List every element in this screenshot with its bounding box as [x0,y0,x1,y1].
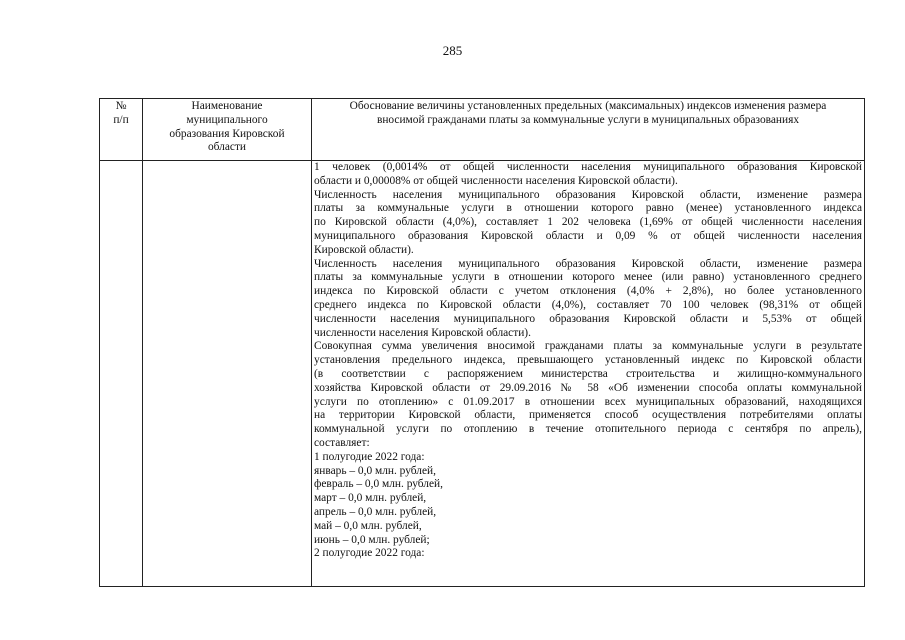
text-line: услуги по отоплению» с 01.09.2017 в отношении всех муниципальных образований, находящихся [314,395,862,408]
text-line: Численность населения муниципального образования Кировской области, изменение размера [314,188,862,201]
list-item: апрель – 0,0 млн. рублей, [314,505,437,518]
list-item: 1 полугодие 2022 года: [314,450,425,463]
text-line: хозяйства Кировской области от 29.09.2016 № 58 «Об изменении способа оплаты коммунальной [314,381,862,394]
page-number: 285 [442,43,463,58]
header-line: вносимой гражданами платы за коммунальные услуги в муниципальных образованиях [376,113,800,126]
text-line: составляет: [314,436,370,449]
list-item: 2 полугодие 2022 года: [314,547,425,560]
text-line: численности населения муниципального образования Кировской области и 5,53% от общей [314,312,862,325]
text-line: индекса по Кировской области с учетом отклонения (4,0% + 2,8%), но более установленного [314,285,862,298]
header-justification [314,100,862,128]
header-line: Обоснование величины установленных предельных (максимальных) индексов изменения размера [349,100,827,112]
text-line: муниципального образования Кировской области и 0,09 % от общей численности населения [314,229,862,242]
text-line: Совокупная сумма увеличения вносимой гражданами платы за коммунальные услуги в результате [314,340,862,353]
text-line: (в соответствии с распоряжением министерства строительства и жилищно-коммунального [314,367,862,380]
text-line: численности населения Кировской области). [314,326,531,339]
column-divider-1 [142,99,143,586]
paragraph [314,161,862,189]
text-line: Кировской области). [314,243,414,256]
header-municipality-name [143,100,311,155]
list-item: март – 0,0 млн. рублей, [314,492,427,505]
header-line: муниципального [186,113,268,126]
text-line: на территории Кировской области, применяется способ осуществления потребителями оплаты [314,409,862,422]
header-number [100,100,142,128]
text-line: установления предельного индекса, превышающего установленный индекс по Кировской области [314,354,862,367]
list-item: май – 0,0 млн. рублей, [314,519,422,532]
text-line: по Кировской области (4,0%), составляет 1 202 человека (1,69% от общей численности населения [314,216,862,229]
justification-table [99,98,865,587]
paragraph [314,340,862,450]
header-line: п/п [113,113,129,126]
paragraph [314,189,862,258]
text-line: платы за коммунальные услуги в отношении которого менее (или равно) установленного среднего [314,271,862,284]
list-item: январь – 0,0 млн. рублей, [314,464,436,477]
header-line: № [115,100,127,112]
header-line: области [207,141,247,154]
justification-text [314,161,862,561]
header-line: образования Кировской [169,127,285,140]
text-line: области и 0,00008% от общей численности населения Кировской области). [314,174,678,187]
text-line: коммунальной услуги по отоплению в течение отопительного периода с сентября по апрель), [314,423,862,436]
text-line: среднего индекса по Кировской области (4,0%), составляет 70 100 человек (98,31% от общей [314,298,862,311]
text-line: 1 человек (0,0014% от общей численности населения муниципального образования Кировской [314,161,862,173]
list-item: июнь – 0,0 млн. рублей; [314,533,430,546]
text-line: Численность населения муниципального образования Кировской области, изменение размера [314,257,862,270]
paragraph [314,258,862,341]
header-line: Наименование [191,100,263,112]
text-line: платы за коммунальные услуги в отношении которого равно (менее) установленного индекса [314,202,862,215]
list-item: февраль – 0,0 млн. рублей, [314,478,443,491]
column-divider-2 [311,99,312,586]
